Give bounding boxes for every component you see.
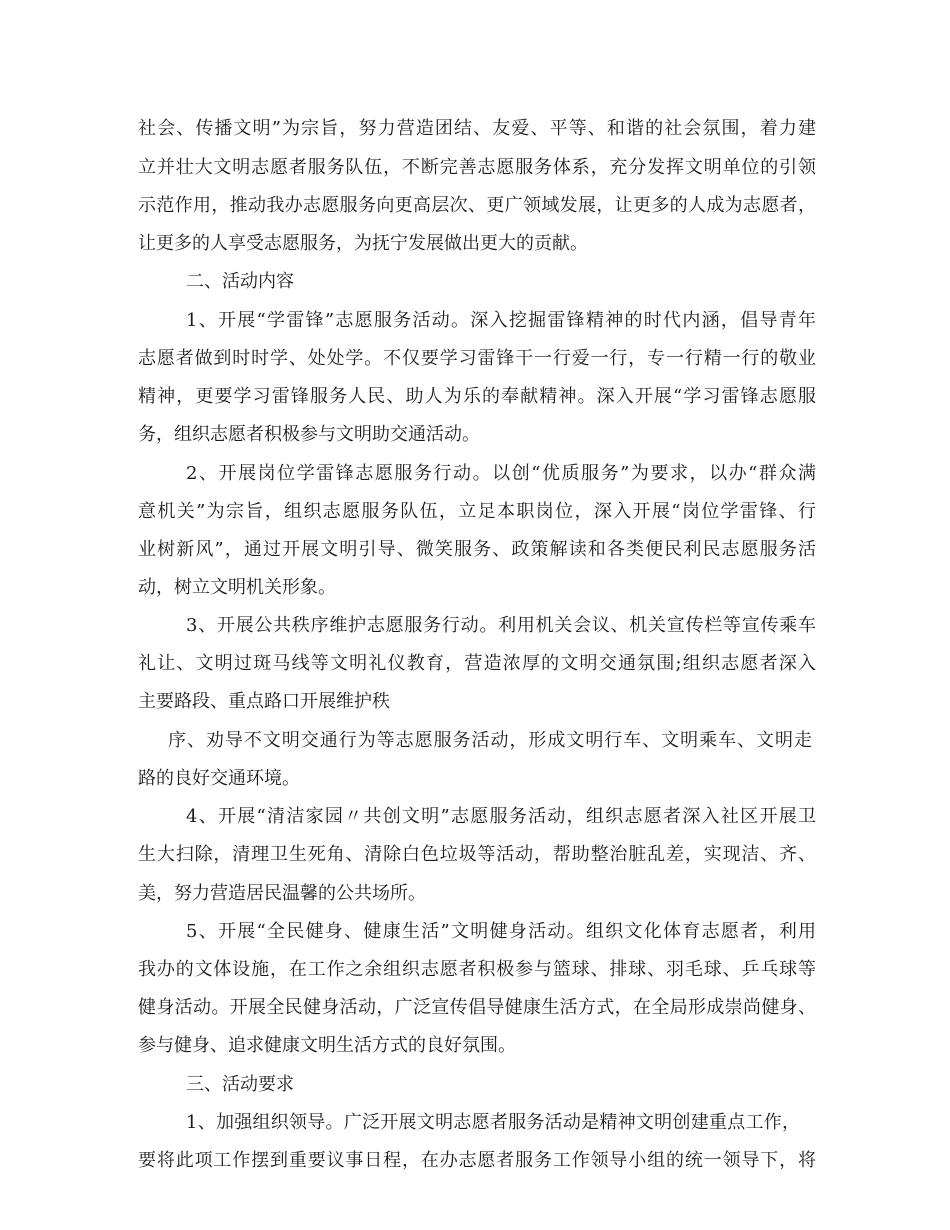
text-line: 生大扫除，清理卫生死角、清除白色垃圾等活动，帮助整治脏乱差，实现洁、齐、 — [138, 844, 816, 865]
text-line: 精神，更要学习雷锋服务人民、助人为乐的奉献精神。深入开展“学习雷锋志愿服 — [138, 386, 816, 407]
text-line: 1、开展“学雷锋”志愿服务活动。深入挖掘雷锋精神的时代内涵，倡导青年 — [186, 310, 816, 331]
text-line: 动，树立文明机关形象。 — [138, 577, 336, 598]
text-line: 路的良好交通环境。 — [138, 768, 300, 789]
text-line: 要将此项工作摆到重要议事日程，在办志愿者服务工作领导小组的统一领导下，将 — [138, 1150, 816, 1171]
text-line: 社会、传播文明”为宗旨，努力营造团结、友爱、平等、和谐的社会氛围，着力建 — [138, 118, 816, 139]
section-heading: 二、活动内容 — [186, 271, 294, 292]
text-line: 5、开展“全民健身、健康生活”文明健身活动。组织文化体育志愿者，利用 — [186, 921, 816, 942]
text-line: 礼让、文明过斑马线等文明礼仪教育，营造浓厚的文明交通氛围;组织志愿者深入 — [138, 653, 816, 674]
text-line: 序、劝导不文明交通行为等志愿服务活动，形成文明行车、文明乘车、文明走 — [168, 730, 812, 751]
text-line: 我办的文体设施，在工作之余组织志愿者积极参与篮球、排球、羽毛球、乒乓球等 — [138, 959, 816, 980]
text-line: 1、加强组织领导。广泛开展文明志愿者服务活动是精神文明创建重点工作， — [186, 1112, 800, 1133]
text-line: 4、开展“清洁家园〃共创文明”志愿服务活动，组织志愿者深入社区开展卫 — [186, 806, 816, 827]
text-line: 3、开展公共秩序维护志愿服务行动。利用机关会议、机关宣传栏等宣传乘车 — [186, 615, 816, 636]
text-line: 务，组织志愿者积极参与文明助交通活动。 — [138, 424, 480, 445]
text-line: 主要路段、重点路口开展维护秩 — [138, 691, 390, 712]
text-line: 业树新风”，通过开展文明引导、微笑服务、政策解读和各类便民利民志愿服务活 — [138, 539, 816, 560]
text-line: 示范作用，推动我办志愿服务向更高层次、更广领域发展，让更多的人成为志愿者， — [138, 195, 816, 216]
section-heading: 三、活动要求 — [186, 1074, 294, 1095]
text-line: 参与健身、追求健康文明生活方式的良好氛围。 — [138, 1035, 516, 1056]
text-line: 志愿者做到时时学、处处学。不仅要学习雷锋干一行爱一行，专一行精一行的敬业 — [138, 348, 816, 369]
text-line: 让更多的人享受志愿服务，为抚宁发展做出更大的贡献。 — [138, 233, 588, 254]
text-line: 意机关”为宗旨，组织志愿服务队伍，立足本职岗位，深入开展“岗位学雷锋、行 — [138, 501, 816, 522]
text-line: 健身活动。开展全民健身活动，广泛宣传倡导健康生活方式，在全局形成崇尚健身、 — [138, 997, 816, 1018]
text-line: 美，努力营造居民温馨的公共场所。 — [138, 883, 426, 904]
text-line: 2、开展岗位学雷锋志愿服务行动。以创“优质服务”为要求，以办“群众满 — [186, 463, 816, 484]
text-line: 立并壮大文明志愿者服务队伍，不断完善志愿服务体系，充分发挥文明单位的引领 — [138, 157, 816, 178]
